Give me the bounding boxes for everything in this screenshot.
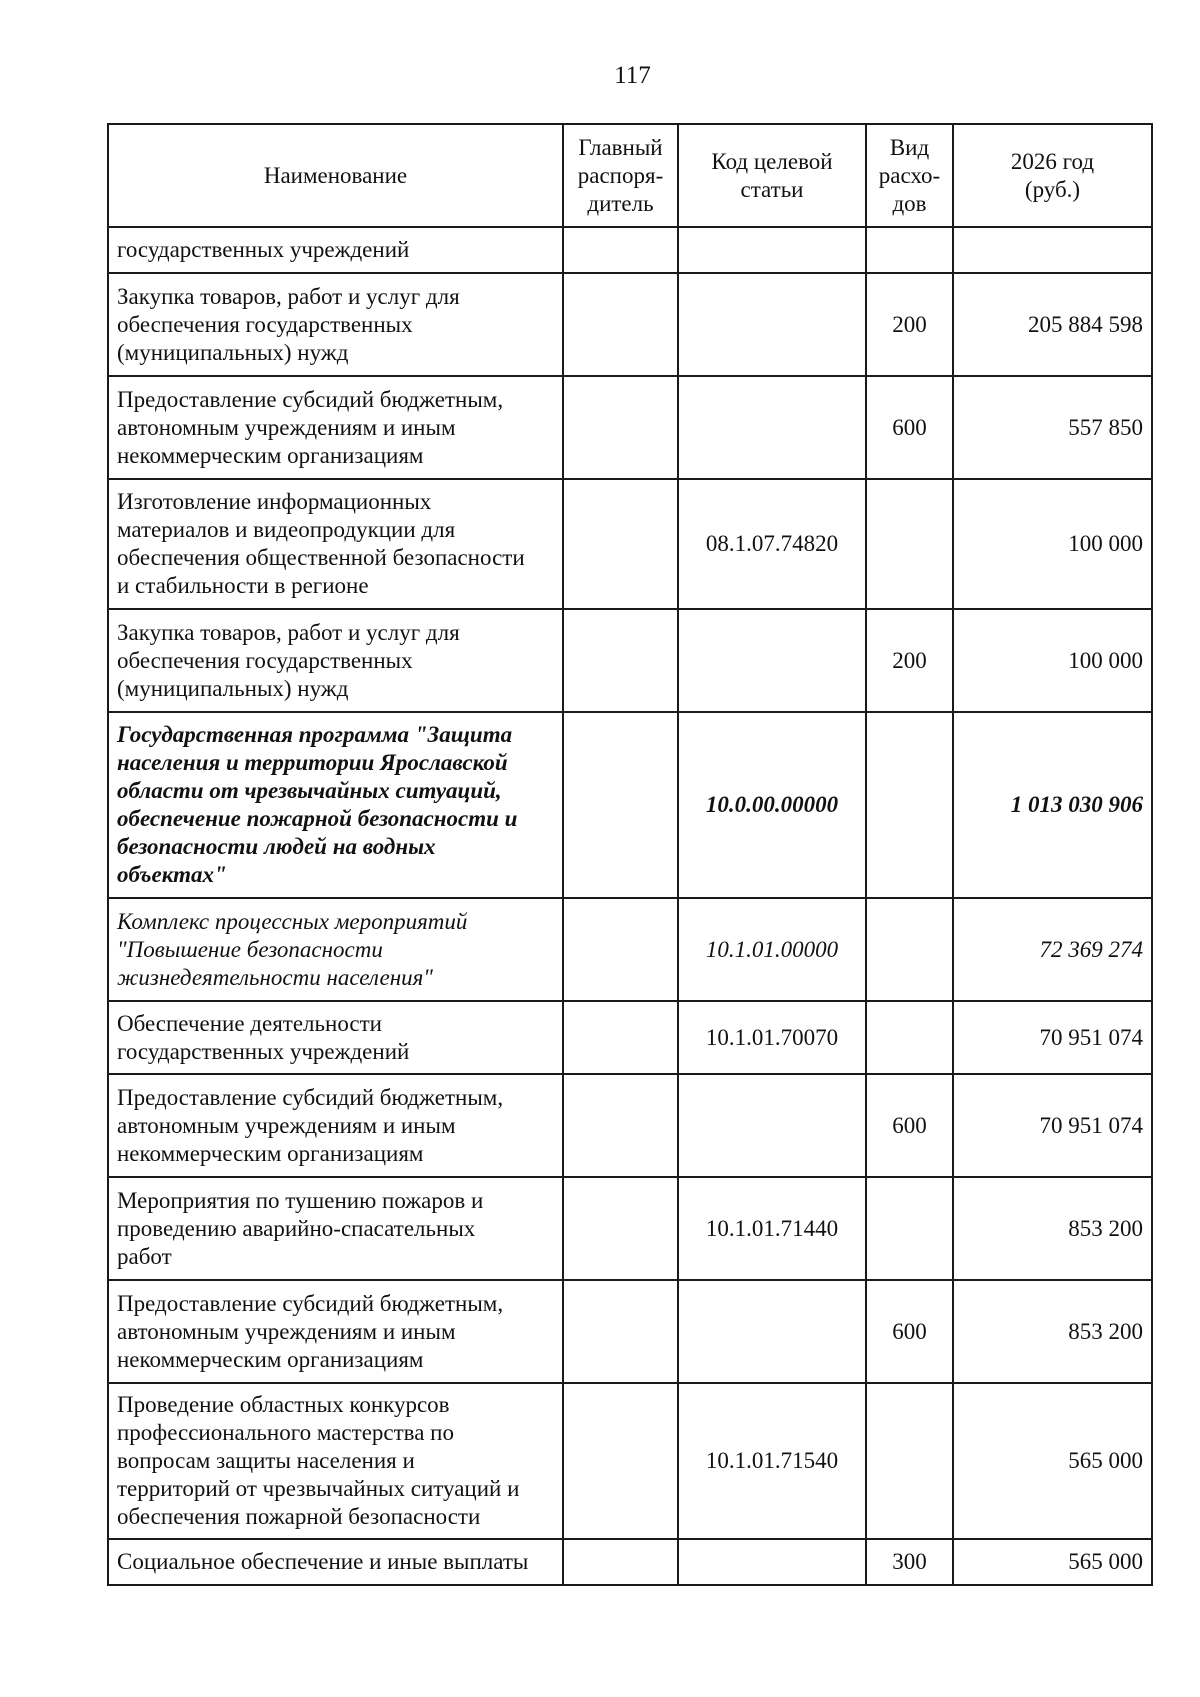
cell-code [678,1074,866,1177]
cell-name-line: вопросам защиты населения и [117,1448,415,1473]
cell-admin [563,1280,678,1383]
cell-name [108,1001,563,1074]
header-code-line: Код целевой [711,148,833,174]
cell-admin [563,1539,678,1585]
cell-name-line: некоммерческим организациям [117,442,424,468]
cell-name-line: Комплекс процессных мероприятий [117,908,468,934]
cell-name-line: обеспечения пожарной безопасности [117,1504,481,1529]
table-header-row [108,124,1152,227]
cell-admin [563,376,678,479]
cell-name-line: Проведение областных конкурсов [117,1392,450,1417]
cell-name-line: материалов и видеопродукции для [117,517,456,542]
cell-name-line: Социальное обеспечение и иные выплаты [117,1549,529,1574]
cell-admin [563,1177,678,1280]
header-name: Наименование [108,124,563,227]
cell-code: 10.1.01.70070 [678,1001,866,1074]
cell-code: 10.1.01.71540 [678,1383,866,1539]
table-row [108,376,1152,479]
table-row [108,1383,1152,1539]
cell-name-line: области от чрезвычайных ситуаций, [117,778,502,803]
header-admin-line: дитель [587,190,654,216]
cell-kind [866,712,953,898]
cell-kind: 600 [866,1280,953,1383]
header-code-line: статьи [740,176,804,202]
table-row [108,227,1152,273]
header-kind-line: Вид [889,134,930,160]
cell-kind [866,227,953,273]
cell-kind: 600 [866,1074,953,1177]
cell-admin [563,227,678,273]
cell-name [108,898,563,1001]
table-body [108,227,1152,1585]
cell-name [108,376,563,479]
cell-amount: 565 000 [953,1383,1152,1539]
cell-name-line: обеспечение пожарной безопасности и [117,806,518,831]
cell-name-line: обеспечения государственных [117,647,413,673]
cell-name [108,609,563,712]
cell-name [108,479,563,609]
cell-admin [563,898,678,1001]
header-kind-line: расхо- [878,162,941,188]
cell-code: 10.1.01.00000 [678,898,866,1001]
cell-amount: 1 013 030 906 [953,712,1152,898]
cell-kind [866,1177,953,1280]
table-row [108,1539,1152,1585]
cell-kind: 600 [866,376,953,479]
header-kind-line: дов [892,190,927,216]
cell-name [108,1074,563,1177]
cell-kind: 200 [866,609,953,712]
table-row [108,1280,1152,1383]
cell-amount: 853 200 [953,1280,1152,1383]
cell-name-line: территорий от чрезвычайных ситуаций и [117,1476,520,1501]
table-row [108,1074,1152,1177]
cell-name-line: жизнедеятельности населения" [117,964,433,990]
cell-name-line: (муниципальных) нужд [117,339,349,365]
cell-admin [563,712,678,898]
cell-amount: 557 850 [953,376,1152,479]
cell-name-line: Государственная программа "Защита [117,722,513,747]
header-admin-line: Главный [578,134,663,160]
cell-name [108,273,563,376]
cell-amount: 100 000 [953,609,1152,712]
cell-name-line: автономным учреждениям и иным [117,1318,456,1344]
cell-code [678,1280,866,1383]
cell-name [108,1383,563,1539]
header-amount [953,124,1152,227]
cell-name-line: Закупка товаров, работ и услуг для [117,619,460,645]
cell-amount: 70 951 074 [953,1074,1152,1177]
header-amount-line: 2026 год [1010,148,1095,174]
table-row [108,712,1152,898]
cell-admin [563,273,678,376]
cell-name-line: обеспечения государственных [117,311,413,337]
cell-code: 10.1.01.71440 [678,1177,866,1280]
cell-name-line: Закупка товаров, работ и услуг для [117,283,460,309]
cell-kind: 300 [866,1539,953,1585]
header-amount-line: (руб.) [1024,176,1081,202]
cell-admin [563,1074,678,1177]
cell-kind [866,479,953,609]
cell-amount: 100 000 [953,479,1152,609]
budget-table [107,123,1153,1586]
cell-code [678,227,866,273]
cell-amount: 205 884 598 [953,273,1152,376]
header-admin-line: распоря- [577,162,664,188]
cell-name-line: обеспечения общественной безопасности [117,545,525,570]
header-admin [563,124,678,227]
table-row [108,1001,1152,1074]
table-row [108,609,1152,712]
header-code [678,124,866,227]
cell-name [108,712,563,898]
table-row [108,479,1152,609]
cell-admin [563,609,678,712]
cell-name-line: автономным учреждениям и иным [117,414,456,440]
cell-amount: 565 000 [953,1539,1152,1585]
cell-name-line: Предоставление субсидий бюджетным, [117,1290,504,1316]
cell-name [108,227,563,273]
cell-code [678,609,866,712]
table-row [108,1177,1152,1280]
cell-name-line: некоммерческим организациям [117,1140,424,1166]
cell-kind [866,1383,953,1539]
cell-kind [866,1001,953,1074]
table-row [108,273,1152,376]
cell-name-line: и стабильности в регионе [117,573,369,598]
cell-name-line: автономным учреждениям и иным [117,1112,456,1138]
cell-code [678,1539,866,1585]
cell-amount: 853 200 [953,1177,1152,1280]
cell-admin [563,1001,678,1074]
cell-name-line: объектах" [117,862,227,887]
cell-name-line: Предоставление субсидий бюджетным, [117,386,504,412]
cell-name [108,1177,563,1280]
cell-amount: 72 369 274 [953,898,1152,1001]
cell-code [678,273,866,376]
cell-code: 08.1.07.74820 [678,479,866,609]
cell-name-line: профессионального мастерства по [117,1420,454,1445]
cell-name-line: работ [117,1243,172,1269]
cell-amount: 70 951 074 [953,1001,1152,1074]
cell-code [678,376,866,479]
cell-name-line: Изготовление информационных [117,489,432,514]
header-kind [866,124,953,227]
cell-code: 10.0.00.00000 [678,712,866,898]
cell-name-line: проведению аварийно-спасательных [117,1215,476,1241]
page-number: 117 [614,62,651,89]
cell-name-line: государственных учреждений [117,237,410,262]
cell-kind [866,898,953,1001]
cell-name-line: населения и территории Ярославской [117,750,508,775]
cell-name-line: "Повышение безопасности [117,936,383,962]
cell-name-line: Обеспечение деятельности [117,1010,382,1036]
cell-name [108,1539,563,1585]
cell-admin [563,1383,678,1539]
cell-name-line: (муниципальных) нужд [117,675,349,701]
cell-name [108,1280,563,1383]
table-row [108,898,1152,1001]
cell-admin [563,479,678,609]
cell-name-line: Мероприятия по тушению пожаров и [117,1187,484,1213]
cell-kind: 200 [866,273,953,376]
cell-name-line: безопасности людей на водных [117,834,436,859]
cell-name-line: Предоставление субсидий бюджетным, [117,1084,504,1110]
cell-name-line: некоммерческим организациям [117,1346,424,1372]
cell-amount [953,227,1152,273]
cell-name-line: государственных учреждений [117,1038,410,1064]
